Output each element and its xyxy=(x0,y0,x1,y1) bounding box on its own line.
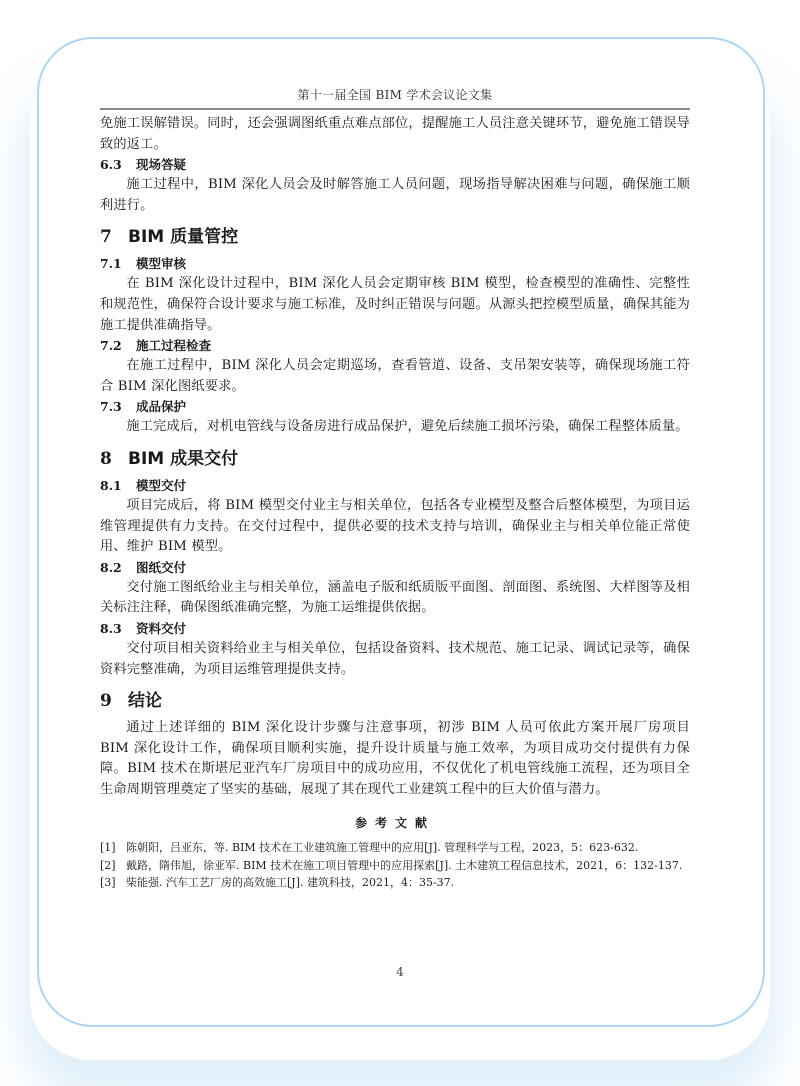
paragraph-7-2: 在施工过程中，BIM 深化人员会定期巡场，查看管道、设备、支吊架安装等，确保现场施工符合 BIM 深化图纸要求。 xyxy=(100,358,690,394)
reference-number: [3] xyxy=(100,876,116,890)
reference-item xyxy=(100,839,690,857)
subsection-number: 8.3 xyxy=(100,620,122,636)
subsection-number: 8.2 xyxy=(100,559,122,575)
document-page xyxy=(100,86,690,892)
paragraph-7-3: 施工完成后，对机电管线与设备房进行成品保护，避免后续施工损坏污染，确保工程整体质量。 xyxy=(126,419,689,435)
subsection-heading-7-3 xyxy=(100,397,690,417)
continuation-paragraph: 免施工误解错误。同时，还会强调图纸重点难点部位，提醒施工人员注意关键环节，避免施工错误导致的返工。 xyxy=(100,116,690,152)
subsection-title: 模型审核 xyxy=(136,256,187,272)
subsection-number: 8.1 xyxy=(100,477,122,493)
paragraph-8-3: 交付项目相关资料给业主与相关单位，包括设备资料、技术规范、施工记录、调试记录等，确保资料完整准确，为项目运维管理提供支持。 xyxy=(100,640,690,677)
subsection-heading-8-1 xyxy=(100,476,690,496)
subsection-heading-8-2 xyxy=(100,558,690,578)
subsection-heading-6-3 xyxy=(100,155,690,175)
subsection-heading-7-2 xyxy=(100,336,690,356)
paragraph-conclusion: 通过上述详细的 BIM 深化设计步骤与注意事项，初涉 BIM 人员可依此方案开展厂房项目 BIM 深化设计工作，确保项目顺利实施，提升设计质量与施工效率，为项目成功交付提供有力保障。BIM 技术在斯堪尼亚汽车厂房项目中的成功应用，不仅优化了机电管线施工流程，还为项目全生命周期管理奠定了坚实的基础，展现了其在现代工业建筑工程中的巨大价值与潜力。 xyxy=(100,720,690,797)
reference-text: 柴能强. 汽车工艺厂房的高效施工[J]. 建筑科技，2021，4：35-37. xyxy=(126,876,455,890)
subsection-title: 模型交付 xyxy=(136,477,187,493)
subsection-title: 成品保护 xyxy=(136,399,187,415)
subsection-title: 施工过程检查 xyxy=(136,338,212,354)
reference-text: 陈朝阳，吕亚东，等. BIM 技术在工业建筑施工管理中的应用[J]. 管理科学与工程，2023，5：623-632. xyxy=(126,841,639,855)
reference-item xyxy=(100,874,690,892)
section-heading-8 xyxy=(100,446,690,472)
section-title: BIM 质量管控 xyxy=(128,227,239,248)
section-number: 8 xyxy=(100,448,112,469)
subsection-number: 7.2 xyxy=(100,338,122,354)
subsection-heading-7-1 xyxy=(100,254,690,274)
subsection-heading-8-3 xyxy=(100,619,690,639)
section-title: 结论 xyxy=(128,691,162,712)
subsection-title: 现场答疑 xyxy=(136,157,187,173)
reference-number: [2] xyxy=(100,858,116,872)
subsection-title: 资料交付 xyxy=(136,620,187,636)
paragraph-6-3: 施工过程中，BIM 深化人员会及时解答施工人员问题，现场指导解决困难与问题，确保施工顺利进行。 xyxy=(100,177,690,213)
header-rule xyxy=(100,108,690,110)
subsection-number: 7.1 xyxy=(100,256,122,272)
page-number: 4 xyxy=(396,965,404,979)
section-number: 7 xyxy=(100,227,112,248)
paragraph-8-2: 交付施工图纸给业主与相关单位，涵盖电子版和纸质版平面图、剖面图、系统图、大样图等及相关标注注释，确保图纸准确完整，为施工运维提供依据。 xyxy=(100,579,690,616)
references-title: 参考文献 xyxy=(354,816,435,831)
subsection-number: 6.3 xyxy=(100,157,122,173)
section-number: 9 xyxy=(100,691,112,712)
section-heading-7 xyxy=(100,224,690,250)
reference-text: 戴路，隋伟旭，徐亚军. BIM 技术在施工项目管理中的应用探索[J]. 土木建筑工程信息技术，2021，6：132-137. xyxy=(126,858,683,872)
paragraph-7-1: 在 BIM 深化设计过程中，BIM 深化人员会定期审核 BIM 模型，检查模型的准确性、完整性和规范性，确保符合设计要求与施工标准，及时纠正错误与问题。从源头把控模型质量，确保其能为施工提供准确指导。 xyxy=(100,276,690,333)
section-heading-9 xyxy=(100,688,690,714)
subsection-title: 图纸交付 xyxy=(136,559,187,575)
subsection-number: 7.3 xyxy=(100,399,122,415)
reference-item xyxy=(100,857,690,875)
paragraph-8-1: 项目完成后，将 BIM 模型交付业主与相关单位，包括各专业模型及整合后整体模型，为项目运维管理提供有力支持。在交付过程中，提供必要的技术支持与培训，确保业主与相关单位能正常使用、维护 BIM 模型。 xyxy=(100,497,690,555)
running-head: 第十一届全国 BIM 学术会议论文集 xyxy=(297,88,493,102)
section-title: BIM 成果交付 xyxy=(128,448,239,469)
reference-number: [1] xyxy=(100,841,116,855)
